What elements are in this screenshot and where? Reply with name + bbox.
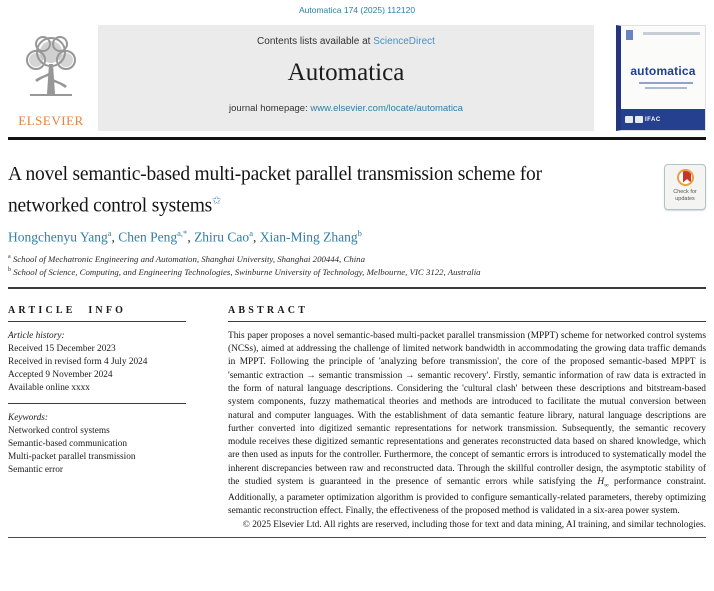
abstract-heading: ABSTRACT bbox=[228, 304, 309, 316]
section-divider bbox=[8, 287, 706, 288]
author-name[interactable]: Xian-Ming Zhang bbox=[259, 229, 358, 245]
affiliation: $^b$ School of Science, Computing, and Engineering Technologies, Swinburne University of Technology, Melbourne, VIC 3122, Australia bbox=[8, 266, 481, 277]
history-label: Article history: bbox=[8, 330, 65, 341]
keywords-label: Keywords: bbox=[8, 412, 48, 423]
history-item: Received 15 December 2023 bbox=[8, 343, 116, 354]
homepage-link[interactable]: www.elsevier.com/locate/automatica bbox=[310, 103, 463, 114]
header-divider bbox=[8, 137, 706, 140]
abstract-rule bbox=[228, 321, 706, 322]
ifac-logo-icon bbox=[625, 116, 633, 123]
page-title: A novel semantic-based multi-packet parallel transmission scheme for networked control systems✩ bbox=[8, 163, 542, 216]
copyright-notice: © 2025 Elsevier Ltd. All rights are reserved, including those for text and data mining, AI training, and similar technologies. bbox=[242, 519, 706, 530]
cover-footer-band bbox=[621, 109, 705, 130]
author-name[interactable]: Hongchenyu Yang bbox=[8, 229, 108, 245]
author-name[interactable]: Chen Peng bbox=[118, 229, 178, 245]
cover-subtitle-bar bbox=[645, 87, 687, 89]
keyword-item: Semantic error bbox=[8, 464, 63, 475]
elsevier-logo bbox=[8, 25, 94, 131]
abstract-text: This paper proposes a novel semantic-based multi-packet parallel transmission (MPPT) scheme for networked control systems (NCSs), aimed at addressing the challenge of limited network bandwidth in accommodating the growing data traffic demands in MPPT. Following the principle of 'analyzing before transmission', the core of the proposed semantic-based MPPT is 'semantic extraction → semantic transmission → semantic recovery'. Firstly, semantic information of raw data is extracted in the form of natural language descriptions. Considering the 'cultural clash' between these descriptions and bitstream-based system components, fuzzy mathematical theories and methods are introduced to facilitate the mutual conversion between natural and computer languages. With the establishment of data semantic feature library, natural language descriptions are further converted into digitized semantic representations for network transmission. Subsequently, the semantic recovery module receives these digitized semantic representations and generates reconstructed data based on shared knowledge, which are then used as inputs for the controller. Furthermore, the concept of semantic errors is introduced to systematically model the inherent discrepancies between raw and reconstructed data. Through the skillful controller design, the asymptotic stability of the studied system is guaranteed in the presence of semantic errors while satisfying the $H_\infty$ performance constraint. Additionally, a parameter optimization algorithm is provided to configure semantically-related parameters, thereby optimizing semantic reconstruction effect. Finally, the effectiveness of the proposed method is validated in a six-area power system. bbox=[228, 330, 706, 517]
abstract-column bbox=[228, 305, 706, 532]
author-superscript: a bbox=[107, 228, 112, 238]
journal-ref: Automatica 174 (2025) 112120 bbox=[298, 5, 416, 15]
keyword-item: Multi-packet parallel transmission bbox=[8, 451, 136, 462]
sciencedirect-link[interactable]: ScienceDirect bbox=[373, 36, 435, 47]
title-footnote-star[interactable]: ✩ bbox=[212, 194, 222, 207]
elsevier-tree-icon bbox=[22, 25, 80, 113]
article-info-column bbox=[8, 305, 186, 532]
cover-title: automatica bbox=[630, 64, 696, 78]
info-abstract-columns bbox=[8, 305, 706, 532]
affiliations bbox=[8, 252, 706, 279]
bottom-divider bbox=[8, 537, 706, 538]
check-updates-badge[interactable] bbox=[664, 164, 706, 210]
author-separator: , bbox=[111, 229, 119, 245]
crossmark-icon bbox=[677, 169, 694, 186]
authors-line bbox=[8, 228, 706, 246]
journal-header bbox=[8, 25, 706, 131]
keyword-item: Networked control systems bbox=[8, 425, 110, 436]
journal-title: Automatica bbox=[287, 59, 405, 86]
ifac-label: IFAC bbox=[645, 116, 661, 123]
author-name[interactable]: Zhiru Cao bbox=[194, 229, 250, 245]
affiliation: $^a$ School of Mechatronic Engineering and Automation, Shanghai University, Shanghai 200444, China bbox=[8, 253, 365, 264]
cover-top-text-bar bbox=[643, 32, 700, 35]
author-separator: , bbox=[252, 229, 260, 245]
article-info-rule bbox=[8, 321, 186, 322]
author-separator: , bbox=[187, 229, 195, 245]
keyword-item: Semantic-based communication bbox=[8, 438, 128, 449]
journal-cover bbox=[616, 25, 706, 131]
article-info-heading: ARTICLE INFO bbox=[8, 304, 127, 316]
check-updates-label: Check for updates bbox=[673, 188, 697, 202]
history-item: Available online xxxx bbox=[8, 382, 90, 393]
banner bbox=[98, 25, 594, 131]
history-keywords-divider bbox=[8, 403, 186, 404]
homepage-label: journal homepage: bbox=[229, 103, 308, 114]
author-superscript: a,* bbox=[177, 228, 188, 238]
author-superscript: a bbox=[249, 228, 253, 238]
author-superscript: b bbox=[357, 228, 362, 238]
cover-subtitle-bar bbox=[639, 82, 693, 84]
contents-line: Contents lists available at bbox=[257, 36, 371, 47]
hinf-symbol: H bbox=[597, 476, 605, 487]
history-item: Accepted 9 November 2024 bbox=[8, 369, 113, 380]
ifac-logo-icon bbox=[635, 116, 643, 123]
cover-mini-logo-icon bbox=[626, 30, 633, 40]
title-block bbox=[8, 162, 706, 220]
elsevier-wordmark: ELSEVIER bbox=[18, 113, 84, 128]
history-item: Received in revised form 4 July 2024 bbox=[8, 356, 148, 367]
